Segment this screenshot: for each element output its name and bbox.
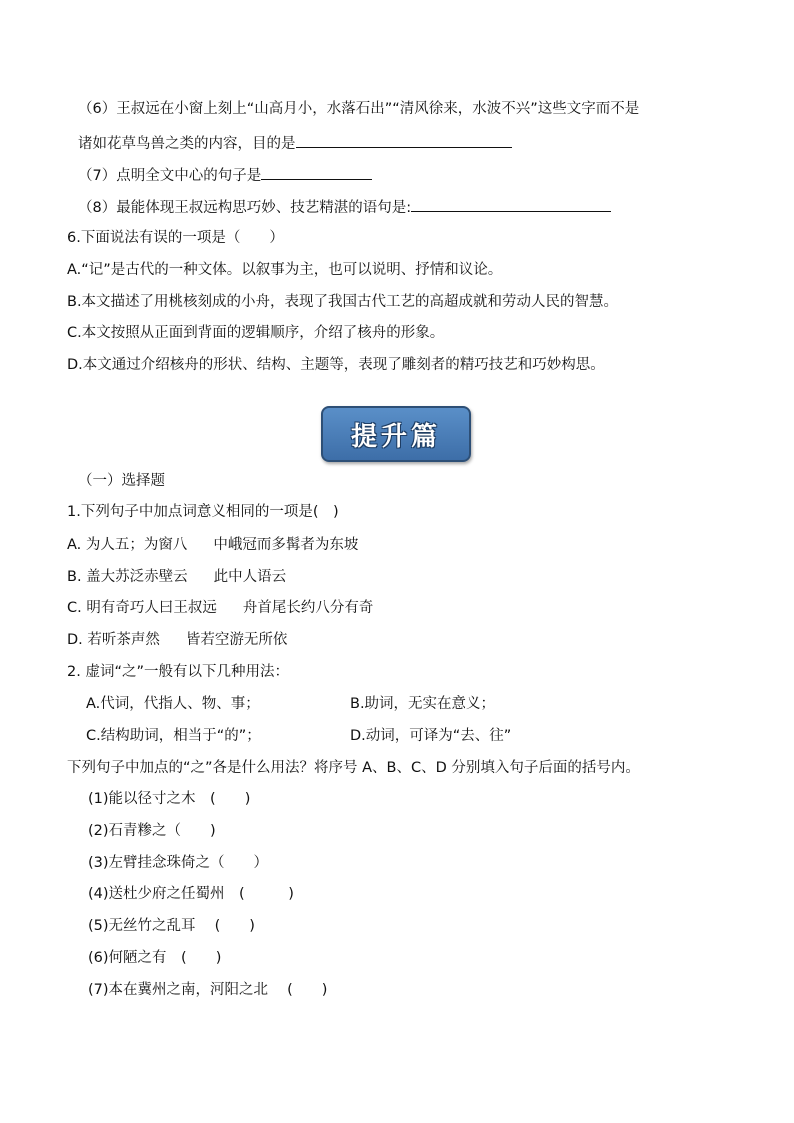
q1-option-c [67, 598, 373, 618]
section-heading: （一）选择题 [78, 473, 165, 489]
usage-c: C.结构助词，相当于“的”； [86, 728, 261, 744]
q6-option-b: B.本文描述了用桃核刻成的小舟，表现了我国古代工艺的高超成就和劳动人民的智慧。 [67, 294, 619, 310]
sub-item-5: (5)无丝竹之乱耳 ( ) [88, 918, 255, 934]
usage-a: A.代词，代指人、物、事； [86, 696, 260, 712]
sub-item-7: (7)本在冀州之南，河阳之北 ( ) [88, 982, 328, 998]
q1-option-d [67, 630, 287, 650]
q8-line [78, 196, 611, 218]
question-6-stem: 6.下面说法有误的一项是（ ） [67, 230, 284, 246]
question-1-stem: 1.下列句子中加点词意义相同的一项是( ) [67, 504, 339, 520]
banner-title: 提升篇 [350, 421, 441, 452]
q1-option-d-part1: D. 若听茶声然 [67, 632, 160, 648]
sub-item-6: (6)何陋之有 ( ) [88, 950, 222, 966]
answer-blank-q6[interactable] [296, 132, 512, 148]
q6-option-d: D.本文通过介绍核舟的形状、结构、主题等，表现了雕刻者的精巧技艺和巧妙构思。 [67, 357, 605, 373]
sub-item-4: (4)送杜少府之任蜀州 ( ) [88, 886, 294, 902]
q1-option-c-part2: 舟首尾长约八分有奇 [242, 600, 374, 616]
answer-blank-q8[interactable] [411, 196, 611, 212]
question-2-instruction: 下列句子中加点的“之”各是什么用法？将序号 A、B、C、D 分别填入句子后面的括号内。 [67, 760, 640, 776]
sub-item-2: (2)石青糁之（ ) [88, 823, 216, 839]
q1-option-d-part2: 皆若空游无所依 [185, 632, 288, 648]
sub-item-3: (3)左臂挂念珠倚之（ ） [88, 855, 269, 871]
usage-b: B.助词，无实在意义； [350, 696, 496, 712]
q6-option-c: C.本文按照从正面到背面的逻辑顺序，介绍了核舟的形象。 [67, 325, 445, 341]
q1-option-a-part2: 中峨冠而多髯者为东坡 [213, 537, 359, 553]
q6-line1: （6）王叔远在小窗上刻上“山高月小，水落石出”“清风徐来，水波不兴”这些文字而不是 [78, 101, 640, 117]
q1-option-b [67, 567, 286, 587]
q6-option-a: A.“记”是古代的一种文体。以叙事为主，也可以说明、抒情和议论。 [67, 262, 503, 278]
q7-text: （7）点明全文中心的句子是 [78, 168, 262, 184]
q6-line2 [78, 132, 512, 154]
section-banner [321, 406, 471, 462]
q8-text: （8）最能体现王叔远构思巧妙、技艺精湛的语句是: [78, 200, 412, 216]
q7-line [78, 164, 372, 186]
q1-option-a-part1: A. 为人五；为窗八 [67, 537, 188, 553]
q1-option-b-part1: B. 盖大苏泛赤壁云 [67, 569, 188, 585]
q1-option-a [67, 535, 358, 555]
q1-option-b-part2: 此中人语云 [213, 569, 287, 585]
q6-line2-text: 诸如花草鸟兽之类的内容，目的是 [78, 136, 296, 152]
usage-d: D.动词，可译为“去、往” [350, 728, 512, 744]
q1-option-c-part1: C. 明有奇巧人曰王叔远 [67, 600, 217, 616]
sub-item-1: (1)能以径寸之木 ( ) [88, 791, 251, 807]
question-2-stem: 2. 虚词“之”一般有以下几种用法： [67, 664, 289, 680]
answer-blank-q7[interactable] [261, 164, 372, 180]
